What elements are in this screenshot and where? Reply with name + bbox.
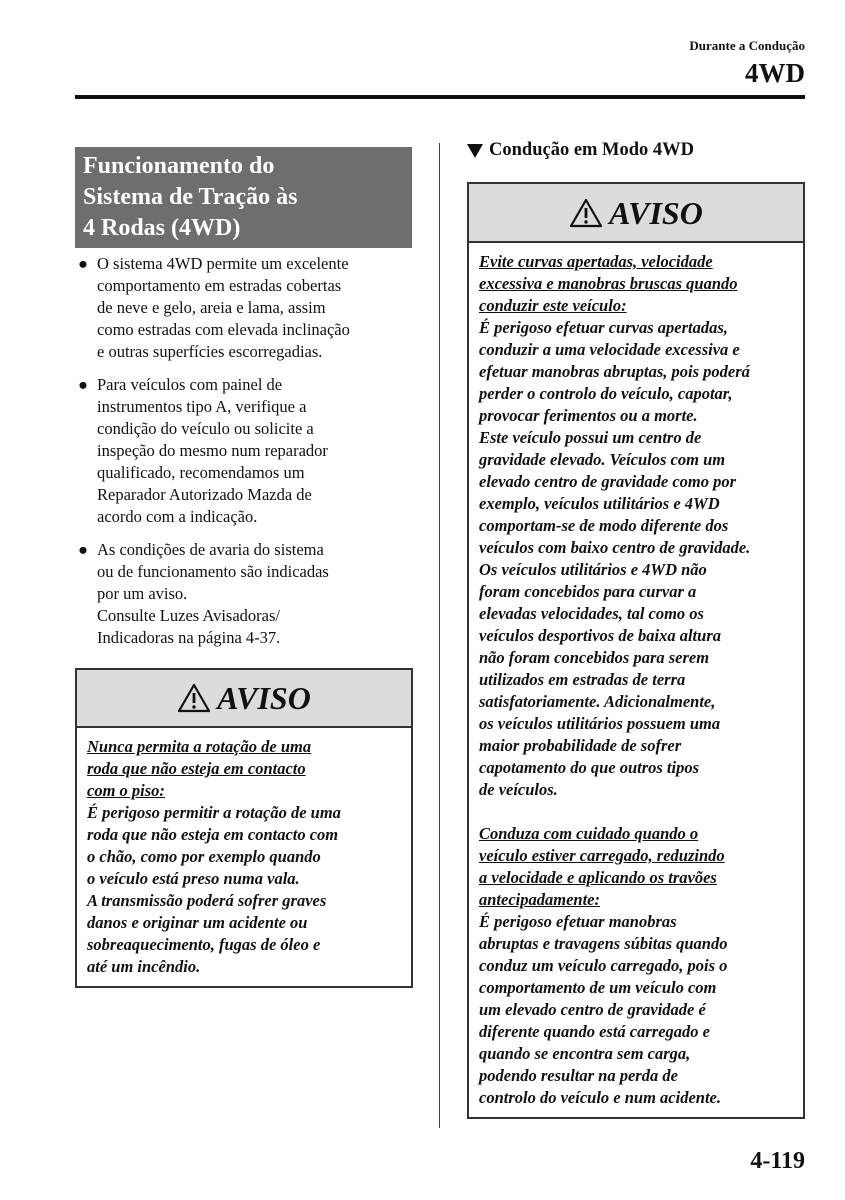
warning-text-line: o veículo está preso numa vala. xyxy=(87,869,300,888)
warning-text-line: roda que não esteja em contacto com xyxy=(87,825,339,844)
warning-text-line: perder o controlo do veículo, capotar, xyxy=(479,384,733,403)
bullet-dot-icon: ● xyxy=(78,540,88,559)
left-warning-label: AVISO xyxy=(217,680,311,716)
bullet-text-line: e outras superfícies escorregadias. xyxy=(97,342,323,361)
warning-text-line: É perigoso efetuar curvas apertadas, xyxy=(479,318,728,337)
warning-text-line: Este veículo possui um centro de xyxy=(479,428,702,447)
bullet-text-line: por um aviso. xyxy=(97,584,188,603)
warning-text-line: gravidade elevado. Veículos com um xyxy=(479,450,726,469)
warning-heading-line: com o piso: xyxy=(87,781,165,800)
warning-text-line: danos e originar um acidente ou xyxy=(87,913,308,932)
bullet-dot-icon: ● xyxy=(78,254,88,273)
left-warning-header xyxy=(77,670,411,728)
warning-text-line: quando se encontra sem carga, xyxy=(479,1044,691,1063)
section-title-line: 4 Rodas (4WD) xyxy=(83,215,241,241)
section-title xyxy=(75,147,412,248)
bullet-text-line: Reparador Autorizado Mazda de xyxy=(97,485,312,504)
warning-text-line: É perigoso efetuar manobras xyxy=(479,912,677,931)
warning-text-line: É perigoso permitir a rotação de uma xyxy=(87,803,341,822)
warning-text-line: capotamento do que outros tipos xyxy=(479,758,700,777)
warning-text-line: elevadas velocidades, tal como os xyxy=(479,604,704,623)
bullet-text-line: inspeção do mesmo num reparador xyxy=(97,441,328,460)
bullet-text-line: As condições de avaria do sistema xyxy=(97,540,324,559)
warning-text-line: satisfatoriamente. Adicionalmente, xyxy=(479,692,716,711)
bullet-item xyxy=(75,374,415,528)
column-divider xyxy=(439,143,440,1128)
warning-text-line: efetuar manobras abruptas, pois poderá xyxy=(479,362,750,381)
warning-text-line: utilizados em estradas de terra xyxy=(479,670,686,689)
warning-text-line: veículos desportivos de baixa altura xyxy=(479,626,721,645)
warning-text-line: maior probabilidade de sofrer xyxy=(479,736,682,755)
bullet-text-line: de neve e gelo, areia e lama, assim xyxy=(97,298,326,317)
subsection-heading-text: Condução em Modo 4WD xyxy=(489,140,695,160)
bullet-text-line: O sistema 4WD permite um excelente xyxy=(97,254,349,273)
warning-heading-line: roda que não esteja em contacto xyxy=(87,759,306,778)
bullet-text-line: Indicadoras na página 4-37. xyxy=(97,628,281,647)
warning-text-line: até um incêndio. xyxy=(87,957,201,976)
warning-text-line: diferente quando está carregado e xyxy=(479,1022,710,1041)
warning-text-line: foram concebidos para curvar a xyxy=(479,582,697,601)
warning-triangle-icon xyxy=(177,683,211,713)
right-warning-label: AVISO xyxy=(609,194,703,231)
warning-text-line: exemplo, veículos utilitários e 4WD xyxy=(479,494,720,513)
warning-text-line: podendo resultar na perda de xyxy=(479,1066,678,1085)
right-warning-box xyxy=(467,182,805,1119)
warning-heading-line: Evite curvas apertadas, velocidade xyxy=(479,252,713,271)
bullet-dot-icon: ● xyxy=(78,375,88,394)
bullet-list xyxy=(75,253,415,660)
bullet-text-line: como estradas com elevada inclinação xyxy=(97,320,350,339)
warning-text-line: um elevado centro de gravidade é xyxy=(479,1000,706,1019)
bullet-text-line: Consulte Luzes Avisadoras/ xyxy=(97,606,280,625)
bullet-text-line: Para veículos com painel de xyxy=(97,375,283,394)
warning-heading-line: Nunca permita a rotação de uma xyxy=(87,737,312,756)
warning-text-line: abruptas e travagens súbitas quando xyxy=(479,934,728,953)
bullet-text-line: instrumentos tipo A, verifique a xyxy=(97,397,307,416)
warning-text-line: comportamento de um veículo com xyxy=(479,978,717,997)
warning-text-line: provocar ferimentos ou a morte. xyxy=(479,406,698,425)
header-section-label: Durante a Condução xyxy=(689,38,805,53)
warning-text-line: A transmissão poderá sofrer graves xyxy=(87,891,327,910)
warning-text-line: o chão, como por exemplo quando xyxy=(87,847,321,866)
header-rule xyxy=(75,95,805,99)
warning-text-line: de veículos. xyxy=(479,780,558,799)
left-warning-box xyxy=(75,668,413,988)
right-warning-header xyxy=(469,184,803,243)
warning-heading-line: Conduza com cuidado quando o xyxy=(479,824,699,843)
down-triangle-icon xyxy=(467,144,483,158)
warning-text-line: não foram concebidos para serem xyxy=(479,648,710,667)
warning-triangle-icon xyxy=(569,198,603,228)
warning-heading-line: a velocidade e aplicando os travões xyxy=(479,868,717,887)
warning-text-line: os veículos utilitários possuem uma xyxy=(479,714,721,733)
warning-heading-line: antecipadamente: xyxy=(479,890,600,909)
warning-heading-line: conduzir este veículo: xyxy=(479,296,627,315)
subsection-heading xyxy=(467,140,694,161)
bullet-item xyxy=(75,539,415,649)
warning-text-line: conduz um veículo carregado, pois o xyxy=(479,956,728,975)
warning-text-line: Os veículos utilitários e 4WD não xyxy=(479,560,707,579)
warning-text-line: elevado centro de gravidade como por xyxy=(479,472,737,491)
warning-text-line: controlo do veículo e num acidente. xyxy=(479,1088,721,1107)
bullet-text-line: comportamento em estradas cobertas xyxy=(97,276,342,295)
bullet-text-line: condição do veículo ou solicite a xyxy=(97,419,314,438)
warning-text-line: sobreaquecimento, fugas de óleo e xyxy=(87,935,321,954)
left-warning-body xyxy=(77,728,411,986)
warning-text-line: veículos com baixo centro de gravidade. xyxy=(479,538,751,557)
bullet-text-line: ou de funcionamento são indicadas xyxy=(97,562,329,581)
paragraph-gap xyxy=(479,801,793,823)
section-title-line: Funcionamento do xyxy=(83,153,275,179)
warning-heading-line: veículo estiver carregado, reduzindo xyxy=(479,846,725,865)
bullet-item xyxy=(75,253,415,363)
warning-text-line: conduzir a uma velocidade excessiva e xyxy=(479,340,740,359)
warning-text-line: comportam-se de modo diferente dos xyxy=(479,516,729,535)
header-chapter-title: 4WD xyxy=(745,58,805,88)
section-title-line: Sistema de Tração às xyxy=(83,184,298,210)
bullet-text-line: acordo com a indicação. xyxy=(97,507,258,526)
page-number: 4-119 xyxy=(750,1148,805,1174)
warning-heading-line: excessiva e manobras bruscas quando xyxy=(479,274,738,293)
bullet-text-line: qualificado, recomendamos um xyxy=(97,463,305,482)
right-warning-body xyxy=(469,243,803,1117)
